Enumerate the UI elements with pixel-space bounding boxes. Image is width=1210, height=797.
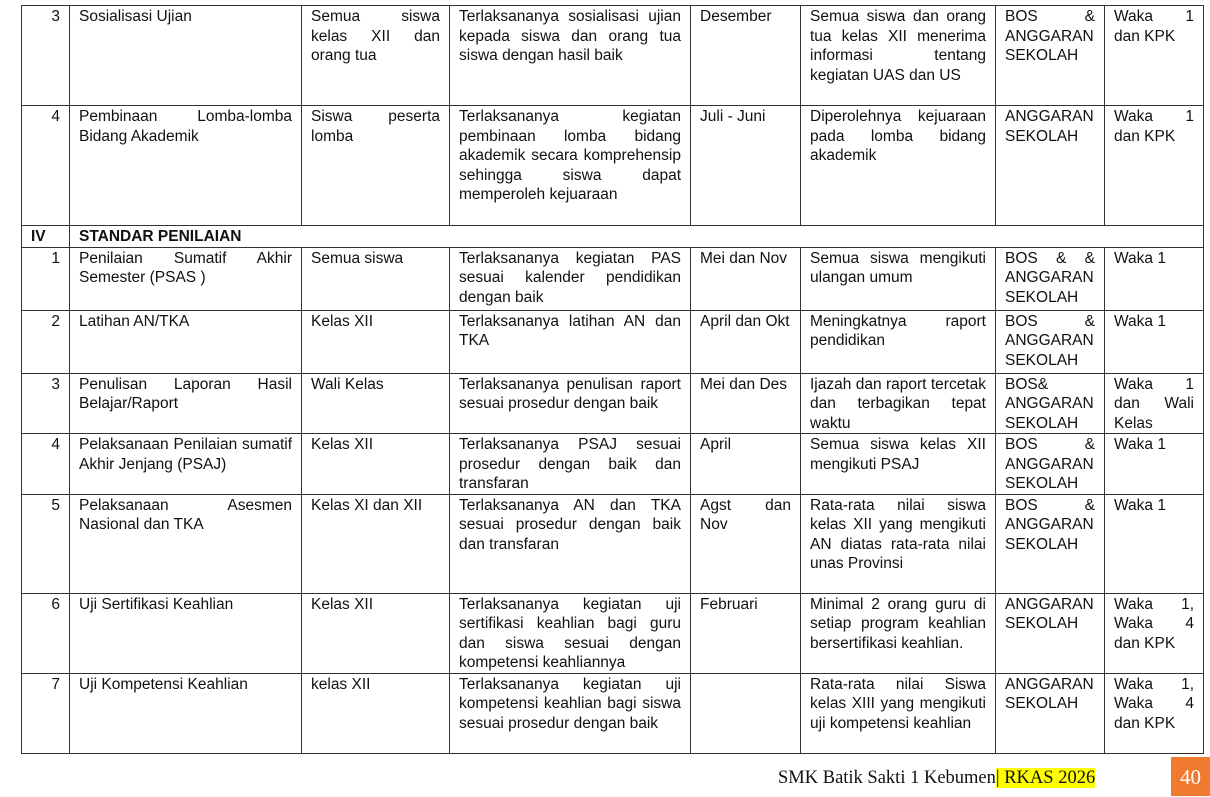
cell-indikator: Terlaksananya AN dan TKA sesuai prosedur dengan baik dan transfaran [450,494,691,593]
cell-output: Diperolehnya kejuaraan pada lomba bidang akademik [801,106,996,226]
table-row [22,673,1204,753]
cell-sumber: ANGGARAN SEKOLAH [996,106,1105,226]
table-row [22,106,1204,226]
cell-sasaran: Kelas XI dan XII [302,494,450,593]
cell-indikator: Terlaksananya kegiatan uji sertifikasi keahlian bagi guru dan siswa sesuai dengan kompetensi keahliannya [450,593,691,673]
cell-waktu: Juli - Juni [691,106,801,226]
cell-waktu: Mei dan Des [691,373,801,434]
table-row [22,593,1204,673]
cell-waktu: Desember [691,6,801,106]
cell-sumber: BOS& ANGGARAN SEKOLAH [996,373,1105,434]
cell-pj: Waka 1 [1105,310,1204,373]
cell-indikator: Terlaksananya penulisan raport sesuai prosedur dengan baik [450,373,691,434]
footer-school: SMK Batik Sakti 1 Kebumen [778,768,996,788]
cell-kegiatan: Uji Sertifikasi Keahlian [70,593,302,673]
cell-sumber: BOS & ANGGARAN SEKOLAH [996,310,1105,373]
cell-no: 4 [22,106,70,226]
cell-indikator: Terlaksananya sosialisasi ujian kepada siswa dan orang tua siswa dengan hasil baik [450,6,691,106]
cell-pj: Waka 1 [1105,434,1204,495]
cell-output: Semua siswa kelas XII mengikuti PSAJ [801,434,996,495]
cell-pj: Waka 1 dan KPK [1105,6,1204,106]
cell-waktu: Februari [691,593,801,673]
page-number: 40 [1171,757,1210,796]
page-footer [778,768,1095,789]
cell-indikator: Terlaksananya kegiatan uji kompetensi keahlian bagi siswa sesuai prosedur dengan baik [450,673,691,753]
cell-output: Rata-rata nilai siswa kelas XII yang mengikuti AN diatas rata-rata nilai unas Provinsi [801,494,996,593]
footer-doc-title: | RKAS 2026 [995,768,1096,788]
cell-indikator: Terlaksananya kegiatan PAS sesuai kalender pendidikan dengan baik [450,247,691,310]
cell-no: 4 [22,434,70,495]
cell-waktu [691,673,801,753]
cell-output: Ijazah dan raport tercetak dan terbagikan tepat waktu [801,373,996,434]
section-header-row [22,226,1204,248]
cell-indikator: Terlaksananya PSAJ sesuai prosedur dengan baik dan transfaran [450,434,691,495]
cell-sasaran: Semua siswa [302,247,450,310]
cell-kegiatan: Penilaian Sumatif Akhir Semester (PSAS ) [70,247,302,310]
cell-kegiatan: Penulisan Laporan Hasil Belajar/Raport [70,373,302,434]
section-number: IV [22,226,70,248]
cell-output: Semua siswa dan orang tua kelas XII menerima informasi tentang kegiatan UAS dan US [801,6,996,106]
cell-kegiatan: Pembinaan Lomba-lomba Bidang Akademik [70,106,302,226]
cell-output: Meningkatnya raport pendidikan [801,310,996,373]
cell-no: 3 [22,6,70,106]
cell-pj: Waka 1 [1105,494,1204,593]
cell-sumber: ANGGARAN SEKOLAH [996,673,1105,753]
cell-sasaran: Kelas XII [302,593,450,673]
cell-kegiatan: Latihan AN/TKA [70,310,302,373]
cell-pj: Waka 1, Waka 4 dan KPK [1105,673,1204,753]
section-title: STANDAR PENILAIAN [70,226,1204,248]
rkas-table [21,5,1204,754]
cell-no: 7 [22,673,70,753]
cell-sumber: BOS & & ANGGARAN SEKOLAH [996,247,1105,310]
cell-no: 5 [22,494,70,593]
cell-sasaran: Siswa peserta lomba [302,106,450,226]
cell-sumber: BOS & ANGGARAN SEKOLAH [996,434,1105,495]
cell-sasaran: Semua siswa kelas XII dan orang tua [302,6,450,106]
cell-sumber: BOS & ANGGARAN SEKOLAH [996,494,1105,593]
cell-sumber: BOS & ANGGARAN SEKOLAH [996,6,1105,106]
cell-pj: Waka 1 [1105,247,1204,310]
cell-output: Semua siswa mengikuti ulangan umum [801,247,996,310]
cell-no: 3 [22,373,70,434]
cell-pj: Waka 1, Waka 4 dan KPK [1105,593,1204,673]
table-row [22,373,1204,434]
cell-sumber: ANGGARAN SEKOLAH [996,593,1105,673]
cell-kegiatan: Uji Kompetensi Keahlian [70,673,302,753]
cell-waktu: Agst dan Nov [691,494,801,593]
table-row [22,6,1204,106]
cell-sasaran: Kelas XII [302,310,450,373]
table-row [22,494,1204,593]
table-row [22,434,1204,495]
cell-waktu: April dan Okt [691,310,801,373]
cell-kegiatan: Pelaksanaan Asesmen Nasional dan TKA [70,494,302,593]
cell-kegiatan: Pelaksanaan Penilaian sumatif Akhir Jenjang (PSAJ) [70,434,302,495]
cell-pj: Waka 1 dan Wali Kelas [1105,373,1204,434]
cell-no: 6 [22,593,70,673]
cell-output: Minimal 2 orang guru di setiap program keahlian bersertifikasi keahlian. [801,593,996,673]
cell-waktu: Mei dan Nov [691,247,801,310]
cell-sasaran: kelas XII [302,673,450,753]
cell-sasaran: Wali Kelas [302,373,450,434]
cell-indikator: Terlaksananya kegiatan pembinaan lomba bidang akademik secara komprehensip sehingga siswa dapat memperoleh kejuaraan [450,106,691,226]
cell-sasaran: Kelas XII [302,434,450,495]
cell-no: 1 [22,247,70,310]
cell-indikator: Terlaksananya latihan AN dan TKA [450,310,691,373]
cell-pj: Waka 1 dan KPK [1105,106,1204,226]
cell-no: 2 [22,310,70,373]
cell-output: Rata-rata nilai Siswa kelas XIII yang mengikuti uji kompetensi keahlian [801,673,996,753]
cell-waktu: April [691,434,801,495]
cell-kegiatan: Sosialisasi Ujian [70,6,302,106]
table-row [22,310,1204,373]
table-row [22,247,1204,310]
